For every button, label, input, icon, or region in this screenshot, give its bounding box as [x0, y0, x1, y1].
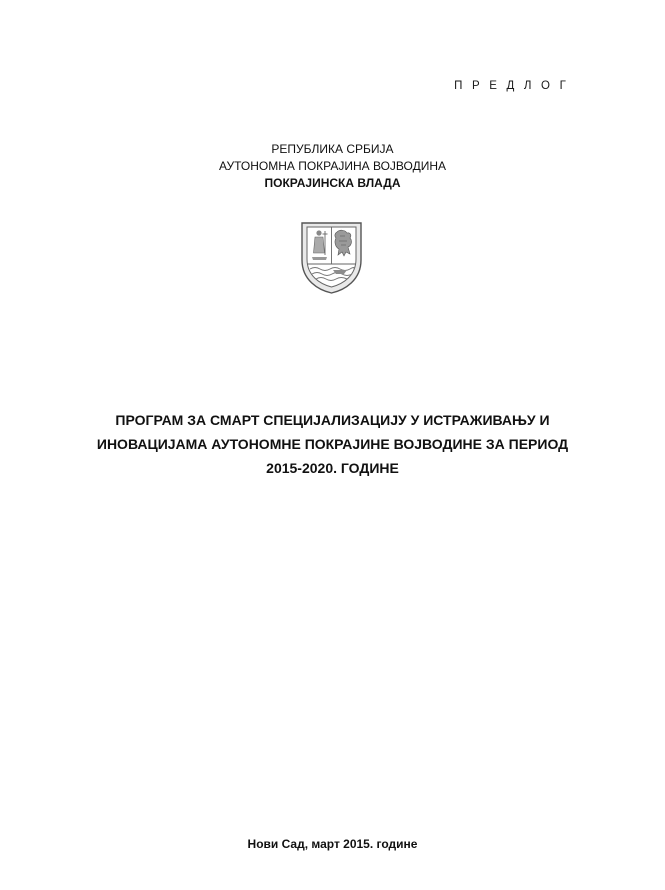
document-title — [40, 408, 625, 480]
place-and-date: Нови Сад, март 2015. године — [247, 837, 418, 851]
title-line-3: 2015-2020. ГОДИНЕ — [266, 460, 399, 476]
issuer-header — [0, 141, 665, 192]
coat-of-arms-icon — [301, 222, 362, 294]
title-line-2: ИНОВАЦИЈАМА АУТОНОМНЕ ПОКРАЈИНЕ ВОЈВОДИНЕ ЗА ПЕРИОД — [96, 436, 569, 452]
draft-label: П Р Е Д Л О Г — [454, 80, 569, 92]
issuer-government: ПОКРАЈИНСКА ВЛАДА — [264, 176, 401, 190]
title-line-1: ПРОГРАМ ЗА СМАРТ СПЕЦИЈАЛИЗАЦИЈУ У ИСТРАЖИВАЊУ И — [115, 412, 550, 428]
issuer-country: РЕПУБЛИКА СРБИЈА — [271, 142, 394, 156]
issuer-province: АУТОНОМНА ПОКРАЈИНА ВОЈВОДИНА — [218, 159, 447, 173]
